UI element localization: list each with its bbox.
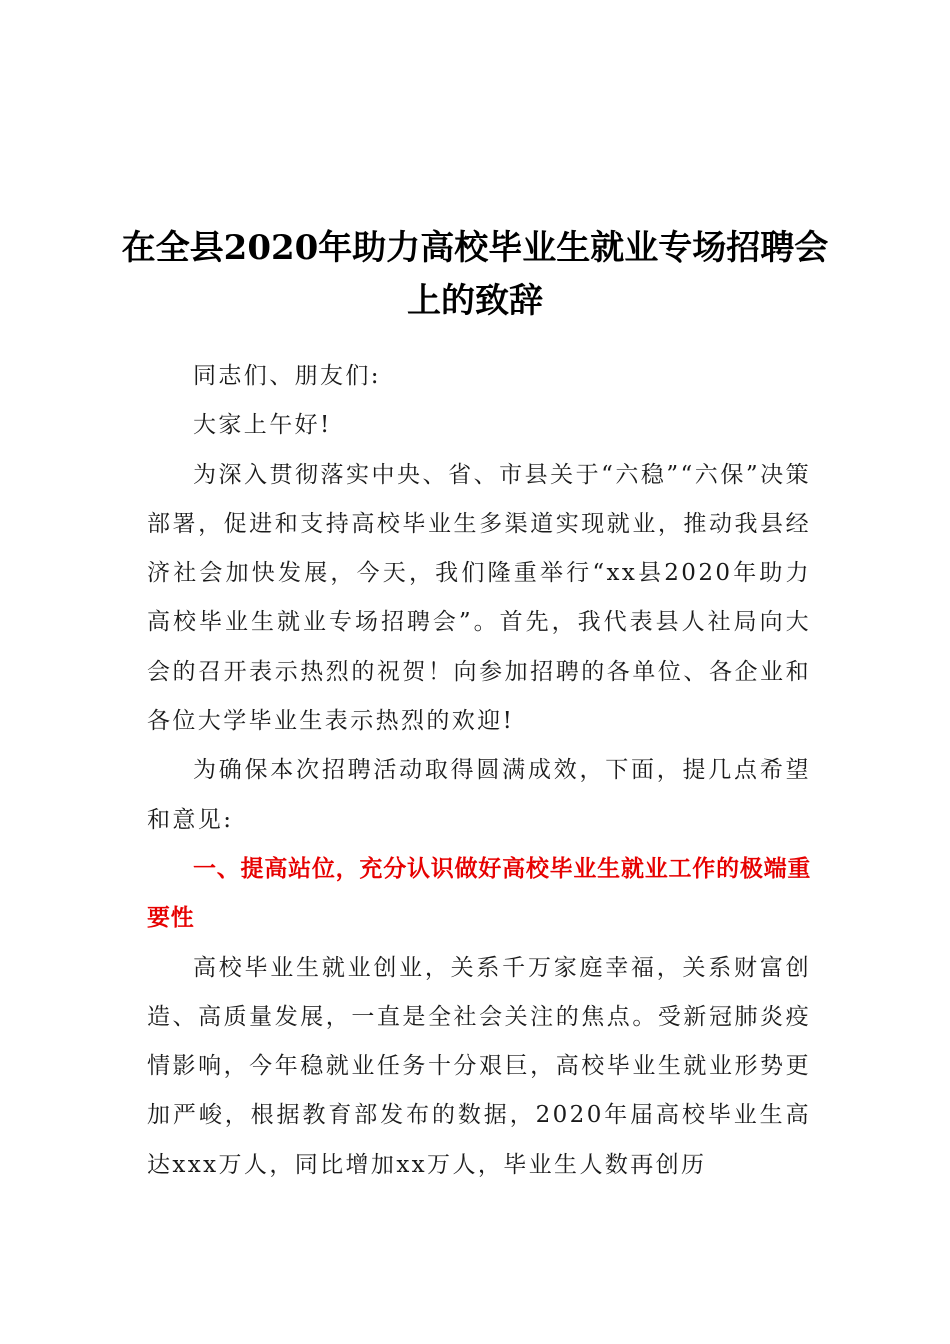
body-paragraph: 为深入贯彻落实中央、省、市县关于“六稳”“六保”决策部署，促进和支持高校毕业生多渠道实现就业，推动我县经济社会加快发展，今天，我们隆重举行“xx县2020年助力高校毕业生就业专场招聘会”。首先，我代表县人社局向大会的召开表示热烈的祝贺！向参加招聘的各单位、各企业和各位大学毕业生表示热烈的欢迎! bbox=[147, 461, 811, 735]
document-title: 在全县2020年助力高校毕业生就业专场招聘会上的致辞 bbox=[121, 228, 829, 321]
greeting-paragraph: 大家上午好! bbox=[193, 412, 332, 439]
section-heading: 一、提高站位，充分认识做好高校毕业生就业工作的极端重要性 bbox=[147, 855, 811, 932]
greeting-paragraph: 同志们、朋友们: bbox=[193, 363, 381, 389]
body-paragraph: 高校毕业生就业创业，关系千万家庭幸福，关系财富创造、高质量发展，一直是全社会关注的焦点。受新冠肺炎疫情影响，今年稳就业任务十分艰巨，高校毕业生就业形势更加严峻，根据教育部发布的数据，2020年届高校毕业生高达xxx万人，同比增加xx万人，毕业生人数再创历 bbox=[147, 954, 811, 1178]
body-paragraph: 为确保本次招聘活动取得圆满成效，下面，提几点希望和意见: bbox=[147, 757, 811, 833]
document-body bbox=[147, 352, 811, 1190]
